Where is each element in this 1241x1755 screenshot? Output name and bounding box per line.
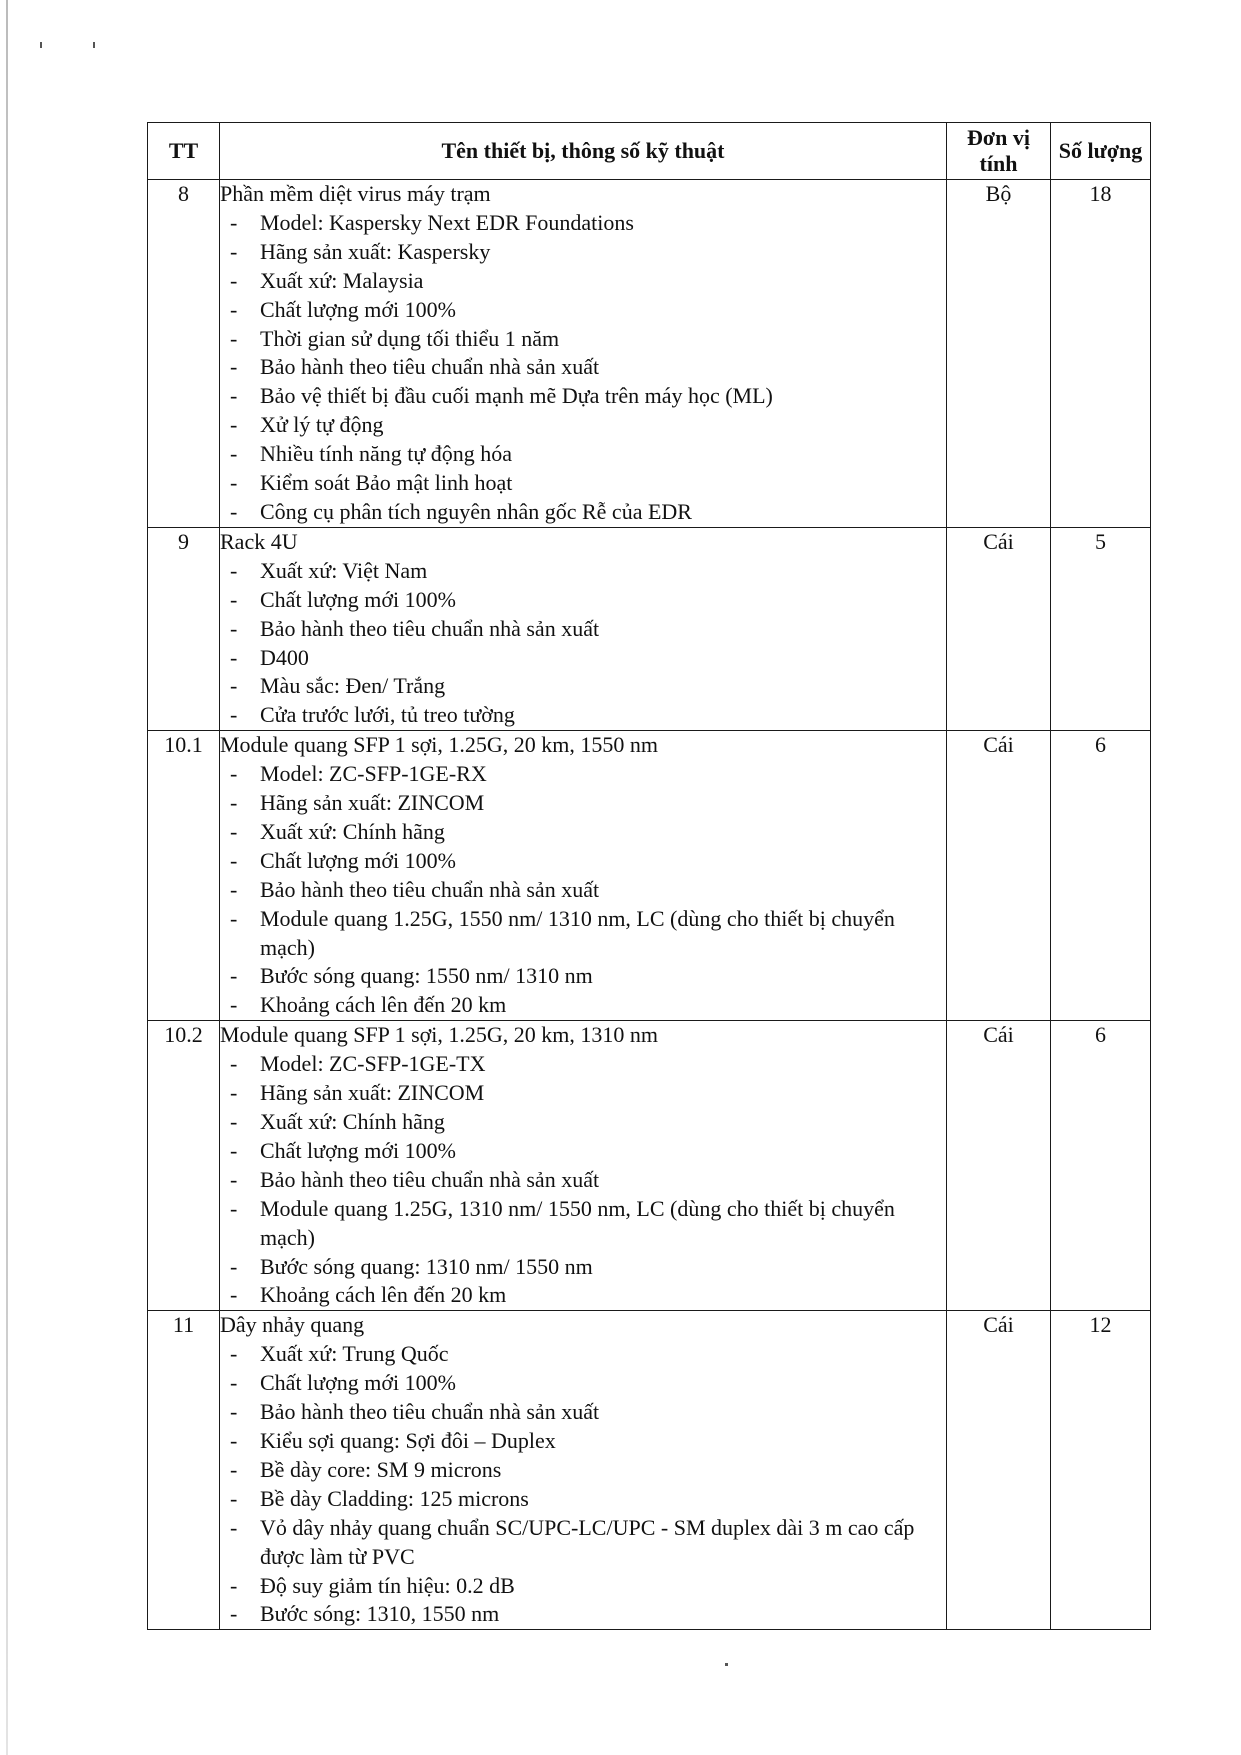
dash-bullet-icon: -	[230, 615, 238, 641]
spec-text: Kiểm soát Bảo mật linh hoạt	[260, 470, 513, 496]
dash-bullet-icon: -	[230, 470, 238, 496]
spec-item	[220, 1340, 946, 1369]
dash-bullet-icon: -	[230, 1341, 238, 1367]
dash-bullet-icon: -	[230, 992, 238, 1018]
spec-list	[220, 1340, 946, 1629]
table-row	[148, 731, 1151, 1021]
item-description	[220, 1311, 947, 1630]
spec-text: Bước sóng quang: 1550 nm/ 1310 nm	[260, 963, 593, 989]
spec-text: Màu sắc: Đen/ Trắng	[260, 673, 446, 699]
dash-bullet-icon: -	[230, 818, 238, 844]
unit-of-measure: Bộ	[947, 180, 1051, 528]
spec-text: Thời gian sử dụng tối thiểu 1 năm	[260, 325, 560, 351]
spec-item	[220, 1253, 946, 1282]
spec-item	[220, 1079, 946, 1108]
spec-item	[220, 1166, 946, 1195]
spec-item	[220, 1108, 946, 1137]
table-row	[148, 527, 1151, 730]
dash-bullet-icon: -	[230, 586, 238, 612]
spec-item	[220, 267, 946, 296]
spec-list	[220, 209, 946, 527]
spec-item	[220, 701, 946, 730]
dash-bullet-icon: -	[230, 876, 238, 902]
spec-item	[220, 1572, 946, 1601]
table-body	[148, 180, 1151, 1630]
spec-text: Vỏ dây nhảy quang chuẩn SC/UPC-LC/UPC - SM duplex dài 3 m cao cấp được làm từ PVC	[260, 1514, 915, 1569]
spec-item	[220, 876, 946, 905]
spec-text: Xuất xứ: Malaysia	[260, 267, 424, 293]
spec-text: Chất lượng mới 100%	[260, 847, 456, 873]
spec-text: Bảo hành theo tiêu chuẩn nhà sản xuất	[260, 615, 600, 641]
spec-text: Bước sóng: 1310, 1550 nm	[260, 1601, 500, 1627]
dash-bullet-icon: -	[230, 1485, 238, 1511]
table-row	[148, 1311, 1151, 1630]
spec-text: Khoảng cách lên đến 20 km	[260, 1282, 507, 1308]
spec-text: Bảo hành theo tiêu chuẩn nhà sản xuất	[260, 354, 600, 380]
item-title: Module quang SFP 1 sợi, 1.25G, 20 km, 1310 nm	[220, 1022, 659, 1048]
spec-text: Xuất xứ: Chính hãng	[260, 1109, 445, 1134]
table-header-row	[148, 123, 1151, 180]
dash-bullet-icon: -	[230, 702, 238, 728]
dash-bullet-icon: -	[230, 905, 238, 931]
spec-item	[220, 498, 946, 527]
dash-bullet-icon: -	[230, 963, 238, 989]
spec-item	[220, 1137, 946, 1166]
document-page	[147, 122, 1150, 1630]
spec-item	[220, 672, 946, 701]
scan-edge	[6, 0, 8, 1755]
unit-of-measure: Cái	[947, 1311, 1051, 1630]
dash-bullet-icon: -	[230, 1572, 238, 1598]
spec-text: Chất lượng mới 100%	[260, 296, 456, 322]
scan-speck	[93, 42, 95, 48]
header-unit: Đơn vị tính	[947, 123, 1051, 180]
header-tt: TT	[148, 123, 220, 180]
spec-item	[220, 1398, 946, 1427]
dash-bullet-icon: -	[230, 1253, 238, 1279]
item-description	[220, 527, 947, 730]
spec-item	[220, 586, 946, 615]
spec-text: Xuất xứ: Việt Nam	[260, 557, 428, 583]
header-qty: Số lượng	[1051, 123, 1151, 180]
table-row	[148, 180, 1151, 528]
spec-item	[220, 325, 946, 354]
dash-bullet-icon: -	[230, 847, 238, 873]
spec-text: Module quang 1.25G, 1550 nm/ 1310 nm, LC (dùng cho thiết bị chuyển mạch)	[260, 905, 895, 960]
spec-item	[220, 760, 946, 789]
dash-bullet-icon: -	[230, 209, 238, 235]
spec-text: Bề dày Cladding: 125 microns	[260, 1485, 529, 1511]
dash-bullet-icon: -	[230, 441, 238, 467]
dash-bullet-icon: -	[230, 1370, 238, 1396]
spec-item	[220, 1485, 946, 1514]
dash-bullet-icon: -	[230, 1514, 238, 1540]
spec-item	[220, 818, 946, 847]
dash-bullet-icon: -	[230, 1427, 238, 1453]
spec-item	[220, 847, 946, 876]
unit-of-measure: Cái	[947, 527, 1051, 730]
spec-text: Chất lượng mới 100%	[260, 1370, 456, 1396]
spec-item	[220, 557, 946, 586]
equipment-spec-table	[147, 122, 1151, 1630]
dash-bullet-icon: -	[230, 1137, 238, 1163]
dash-bullet-icon: -	[230, 325, 238, 351]
spec-text: Chất lượng mới 100%	[260, 586, 456, 612]
spec-text: Khoảng cách lên đến 20 km	[260, 992, 507, 1018]
spec-item	[220, 1369, 946, 1398]
scan-speck	[40, 42, 42, 48]
spec-item	[220, 789, 946, 818]
spec-item	[220, 1281, 946, 1310]
unit-of-measure: Cái	[947, 731, 1051, 1021]
spec-text: Bảo vệ thiết bị đầu cuối mạnh mẽ Dựa trên máy học (ML)	[260, 383, 773, 409]
spec-text: Module quang 1.25G, 1310 nm/ 1550 nm, LC (dùng cho thiết bị chuyển mạch)	[260, 1195, 895, 1250]
item-title: Phần mềm diệt virus máy trạm	[220, 181, 491, 206]
dash-bullet-icon: -	[230, 1282, 238, 1308]
spec-list	[220, 760, 946, 1020]
spec-item	[220, 644, 946, 673]
spec-text: Kiểu sợi quang: Sợi đôi – Duplex	[260, 1427, 556, 1453]
spec-item	[220, 382, 946, 411]
spec-text: Xử lý tự động	[260, 412, 384, 438]
item-title: Rack 4U	[220, 528, 298, 554]
spec-item	[220, 469, 946, 498]
dash-bullet-icon: -	[230, 1166, 238, 1192]
spec-text: Chất lượng mới 100%	[260, 1137, 456, 1163]
spec-text: Xuất xứ: Chính hãng	[260, 818, 445, 844]
dash-bullet-icon: -	[230, 790, 238, 816]
spec-text: Hãng sản xuất: ZINCOM	[260, 790, 485, 816]
spec-item	[220, 440, 946, 469]
spec-text: Hãng sản xuất: ZINCOM	[260, 1080, 485, 1106]
spec-text: Cửa trước lưới, tủ treo tường	[260, 702, 515, 728]
spec-text: Bảo hành theo tiêu chuẩn nhà sản xuất	[260, 876, 600, 902]
dash-bullet-icon: -	[230, 761, 238, 787]
spec-text: D400	[260, 644, 309, 670]
spec-item	[220, 296, 946, 325]
dash-bullet-icon: -	[230, 1456, 238, 1482]
quantity: 18	[1051, 180, 1151, 528]
item-description	[220, 1021, 947, 1311]
spec-item	[220, 238, 946, 267]
spec-text: Hãng sản xuất: Kaspersky	[260, 238, 491, 264]
spec-text: Bảo hành theo tiêu chuẩn nhà sản xuất	[260, 1166, 600, 1192]
dash-bullet-icon: -	[230, 644, 238, 670]
spec-list	[220, 1050, 946, 1310]
spec-text: Công cụ phân tích nguyên nhân gốc Rễ của EDR	[260, 498, 692, 524]
row-number: 10.2	[148, 1021, 220, 1311]
dash-bullet-icon: -	[230, 557, 238, 583]
dash-bullet-icon: -	[230, 1051, 238, 1077]
dash-bullet-icon: -	[230, 498, 238, 524]
spec-item	[220, 962, 946, 991]
spec-item	[220, 1427, 946, 1456]
item-description	[220, 180, 947, 528]
quantity: 6	[1051, 1021, 1151, 1311]
quantity: 6	[1051, 731, 1151, 1021]
row-number: 10.1	[148, 731, 220, 1021]
item-title: Dây nhảy quang	[220, 1312, 365, 1338]
dash-bullet-icon: -	[230, 1601, 238, 1627]
spec-text: Model: Kaspersky Next EDR Foundations	[260, 209, 634, 235]
dash-bullet-icon: -	[230, 383, 238, 409]
dash-bullet-icon: -	[230, 673, 238, 699]
item-title: Module quang SFP 1 sợi, 1.25G, 20 km, 1550 nm	[220, 732, 659, 758]
spec-item	[220, 353, 946, 382]
item-description	[220, 731, 947, 1021]
table-row	[148, 1021, 1151, 1311]
dash-bullet-icon: -	[230, 1109, 238, 1134]
spec-item	[220, 905, 946, 963]
spec-text: Bảo hành theo tiêu chuẩn nhà sản xuất	[260, 1399, 600, 1425]
spec-item	[220, 1600, 946, 1629]
spec-text: Model: ZC-SFP-1GE-TX	[260, 1051, 486, 1077]
scan-speck	[725, 1663, 728, 1666]
spec-text: Xuất xứ: Trung Quốc	[260, 1341, 449, 1367]
dash-bullet-icon: -	[230, 238, 238, 264]
spec-item	[220, 411, 946, 440]
spec-text: Model: ZC-SFP-1GE-RX	[260, 761, 487, 787]
spec-item	[220, 1195, 946, 1253]
dash-bullet-icon: -	[230, 354, 238, 380]
row-number: 11	[148, 1311, 220, 1630]
header-name: Tên thiết bị, thông số kỹ thuật	[220, 123, 947, 180]
spec-text: Bước sóng quang: 1310 nm/ 1550 nm	[260, 1253, 593, 1279]
unit-of-measure: Cái	[947, 1021, 1051, 1311]
dash-bullet-icon: -	[230, 1399, 238, 1425]
spec-item	[220, 1050, 946, 1079]
dash-bullet-icon: -	[230, 1195, 238, 1221]
dash-bullet-icon: -	[230, 267, 238, 293]
spec-text: Nhiều tính năng tự động hóa	[260, 441, 513, 467]
spec-item	[220, 991, 946, 1020]
row-number: 8	[148, 180, 220, 528]
dash-bullet-icon: -	[230, 1080, 238, 1106]
dash-bullet-icon: -	[230, 296, 238, 322]
quantity: 12	[1051, 1311, 1151, 1630]
spec-text: Bề dày core: SM 9 microns	[260, 1456, 502, 1482]
spec-item	[220, 1456, 946, 1485]
spec-item	[220, 615, 946, 644]
dash-bullet-icon: -	[230, 412, 238, 438]
spec-text: Độ suy giảm tín hiệu: 0.2 dB	[260, 1572, 515, 1598]
quantity: 5	[1051, 527, 1151, 730]
row-number: 9	[148, 527, 220, 730]
spec-list	[220, 557, 946, 730]
spec-item	[220, 1514, 946, 1572]
spec-item	[220, 209, 946, 238]
